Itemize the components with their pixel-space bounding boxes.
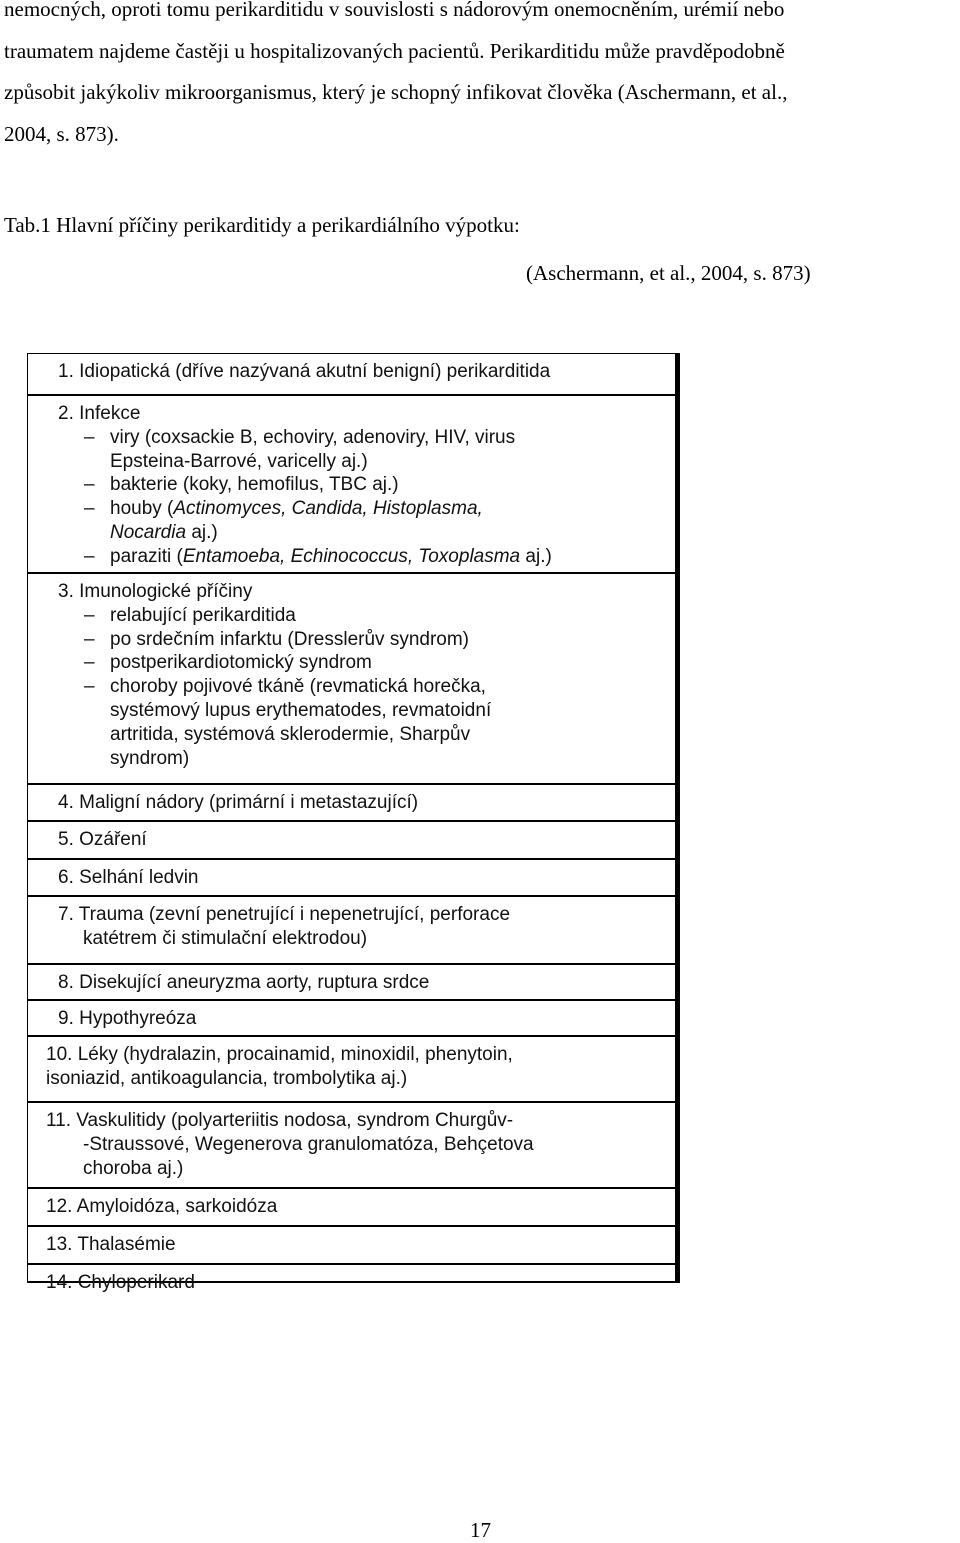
body-paragraph	[4, 0, 960, 155]
row-text: 8. Disekující aneuryzma aorty, ruptura srdce	[58, 972, 430, 993]
row-text: 4. Maligní nádory (primární i metastazující)	[58, 792, 419, 813]
row-text: 13. Thalasémie	[46, 1234, 176, 1255]
causes-table	[27, 353, 680, 1293]
row-heading: 2. Infekce	[58, 403, 141, 424]
row-text: 5. Ozáření	[58, 829, 147, 850]
table-row	[28, 822, 675, 860]
row-text: 10. Léky (hydralazin, procainamid, minoxidil, phenytoin,	[46, 1044, 513, 1065]
table-row	[28, 1001, 675, 1037]
list-item: – choroby pojivové tkáně (revmatická horečka,	[84, 676, 486, 698]
list-item: – viry (coxsackie B, echoviry, adenoviry, HIV, virus	[84, 426, 516, 448]
list-item: – bakterie (koky, hemofilus, TBC aj.)	[84, 474, 399, 496]
paragraph-line: 2004, s. 873).	[4, 121, 119, 146]
table-row	[28, 860, 675, 897]
table-row	[28, 1265, 675, 1302]
row-text: 14. Chyloperikard	[46, 1272, 195, 1293]
list-item: – po srdečním infarktu (Dresslerův syndrom)	[84, 628, 469, 650]
table-row	[28, 1037, 675, 1103]
table-row	[28, 897, 675, 965]
table-row	[28, 1189, 675, 1227]
table-row	[28, 965, 675, 1001]
table-caption: Tab.1 Hlavní příčiny perikarditidy a perikardiálního výpotku:	[4, 213, 520, 237]
row-text: 1. Idiopatická (dříve nazývaná akutní benigní) perikarditida	[58, 361, 551, 382]
list-item: – paraziti (Entamoeba, Echinococcus, Toxoplasma aj.)	[84, 545, 552, 567]
row-heading: 3. Imunologické příčiny	[58, 581, 253, 602]
table-citation: (Aschermann, et al., 2004, s. 873)	[526, 261, 811, 285]
list-item-continuation: systémový lupus erythematodes, revmatoidní	[110, 699, 492, 721]
row-text: 7. Trauma (zevní penetrující i nepenetrující, perforace	[58, 904, 511, 925]
table-row	[28, 354, 675, 396]
row-text: 12. Amyloidóza, sarkoidóza	[46, 1196, 278, 1217]
page-number: 17	[470, 1518, 491, 1542]
row-text: 9. Hypothyreóza	[58, 1008, 197, 1029]
list-item: – houby (Actinomyces, Candida, Histoplasma,	[84, 498, 483, 520]
table-row	[28, 1103, 675, 1189]
paragraph-line: traumatem najdeme častěji u hospitalizovaných pacientů. Perikarditidu může pravděpodobně	[4, 38, 785, 63]
row-text-continuation: -Straussové, Wegenerova granulomatóza, Behçetova	[83, 1133, 534, 1155]
row-text: 11. Vaskulitidy (polyarteriitis nodosa, syndrom Churgův-	[46, 1110, 514, 1131]
paragraph-line: způsobit jakýkoliv mikroorganismus, který je schopný infikovat člověka (Aschermann, et al.,	[4, 80, 788, 104]
list-item-continuation: artritida, systémová sklerodermie, Sharpův	[110, 723, 471, 745]
list-item-continuation: Epsteina-Barrové, varicelly aj.)	[110, 450, 368, 472]
paragraph-line: nemocných, oproti tomu perikarditidu v souvislosti s nádorovým onemocněním, urémií nebo	[4, 0, 785, 21]
row-text-continuation: choroba aj.)	[83, 1157, 184, 1179]
list-item-continuation: syndrom)	[110, 747, 190, 769]
row-text-continuation: isoniazid, antikoagulancia, trombolytika aj.)	[46, 1067, 408, 1089]
list-item: – postperikardiotomický syndrom	[84, 652, 372, 674]
list-item: – relabující perikarditida	[84, 604, 296, 626]
row-text: 6. Selhání ledvin	[58, 867, 199, 888]
table-row	[28, 396, 675, 574]
table-row	[28, 574, 675, 785]
row-text-continuation: katétrem či stimulační elektrodou)	[83, 927, 368, 949]
table-row	[28, 785, 675, 822]
table-row	[28, 1227, 675, 1265]
list-item-continuation: Nocardia aj.)	[110, 521, 218, 543]
